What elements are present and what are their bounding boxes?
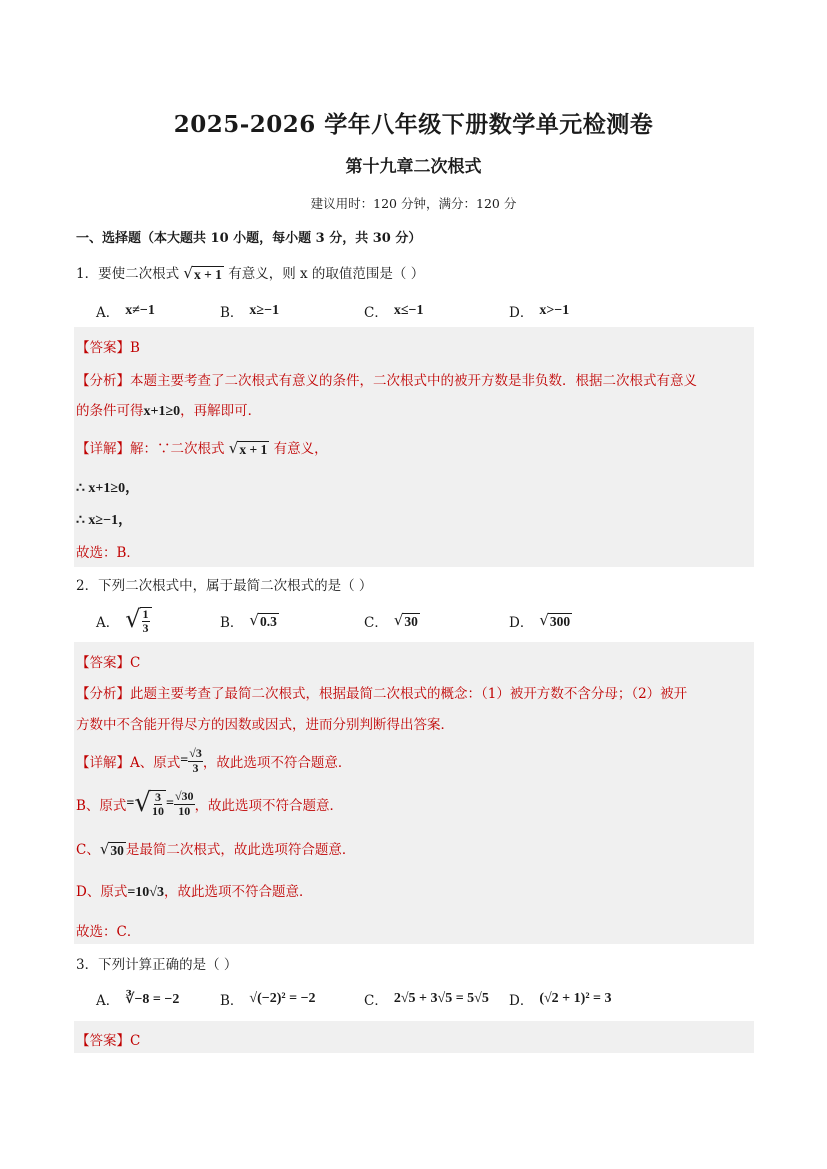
- option-b: B． x≥−1: [220, 303, 280, 321]
- question-3-options: [0, 984, 827, 1014]
- conclusion-line: 故选：C．: [76, 924, 141, 940]
- question-2-stem: 2．下列二次根式中，属于最简二次根式的是（ ）: [76, 578, 373, 594]
- answer-block-2: [74, 642, 754, 944]
- detail-line: 【详解】解：∵二次根式 √ x + 1 有意义，: [76, 439, 328, 458]
- option-d: D． x>−1: [509, 303, 570, 321]
- sqrt-expression: √ x + 1: [183, 264, 222, 283]
- time-score-hint: 建议用时：120 分钟，满分：120 分: [310, 196, 517, 211]
- detail-b: B、原式 = √ $\frac{3}{10}$ = $\frac{√30}{10}$ ，故此选项不符合题意．: [76, 787, 344, 818]
- answer-line: 【答案】C: [76, 655, 141, 671]
- chapter-subtitle: 第十九章二次根式: [345, 157, 482, 177]
- option-d: D． (√2 + 1)² = 3: [509, 991, 612, 1009]
- option-d: D． √ 300: [509, 610, 571, 631]
- option-c: C． 2√5 + 3√5 = 5√5: [364, 991, 489, 1009]
- question-3-stem: 3．下列计算正确的是（ ）: [76, 957, 238, 973]
- detail-a: 【详解】 A、原式 = $\frac{√3}{3}$ ，故此选项不符合题意．: [76, 746, 352, 775]
- detail-d: D、原式=10√3，故此选项不符合题意．: [76, 884, 313, 900]
- option-b: B． √ 0.3: [220, 610, 277, 631]
- answer-line: 【答案】B: [76, 340, 140, 356]
- detail-c: C、 √ 30 是最简二次根式，故此选项符合题意．: [76, 840, 356, 859]
- option-b: B． √(−2)² = −2: [220, 991, 316, 1009]
- analysis-line: 【分析】本题主要考查了二次根式有意义的条件，二次根式中的被开方数是非负数．根据二次根式有意义: [76, 373, 697, 389]
- analysis-line: 【分析】此题主要考查了最简二次根式，根据最简二次根式的概念：（1）被开方数不含分母；（2）被开: [76, 686, 688, 702]
- conclusion-line: 故选：B．: [76, 545, 140, 561]
- answer-block-3: [74, 1021, 754, 1053]
- analysis-line-2: 的条件可得x+1≥0，再解即可．: [76, 403, 262, 419]
- answer-block-1: [74, 327, 754, 567]
- option-a: A． ∛−8 = −2: [96, 991, 180, 1009]
- question-1-stem: 1．要使二次根式 √ x + 1 有意义，则 x 的取值范围是（ ）: [76, 264, 425, 283]
- question-2-options: [0, 604, 827, 638]
- option-a: A． x≠−1: [96, 303, 155, 321]
- detail-step-1: ∴ x+1≥0，: [76, 481, 140, 496]
- option-a: A． √ $\frac{1}{3}$: [96, 604, 152, 638]
- detail-step-2: ∴ x≥−1，: [76, 513, 133, 528]
- option-c: C． x≤−1: [364, 303, 424, 321]
- page-title: 2025-2026 学年八年级下册数学单元检测卷: [173, 111, 654, 138]
- analysis-line-2: 方数中不含能开得尽方的因数或因式，进而分别判断得出答案．: [76, 717, 454, 733]
- section-heading: 一、选择题（本大题共 10 小题，每小题 3 分，共 30 分）: [76, 231, 422, 246]
- answer-line: 【答案】C: [76, 1033, 141, 1049]
- option-c: C． √ 30: [364, 610, 418, 631]
- question-1-options: [0, 296, 827, 326]
